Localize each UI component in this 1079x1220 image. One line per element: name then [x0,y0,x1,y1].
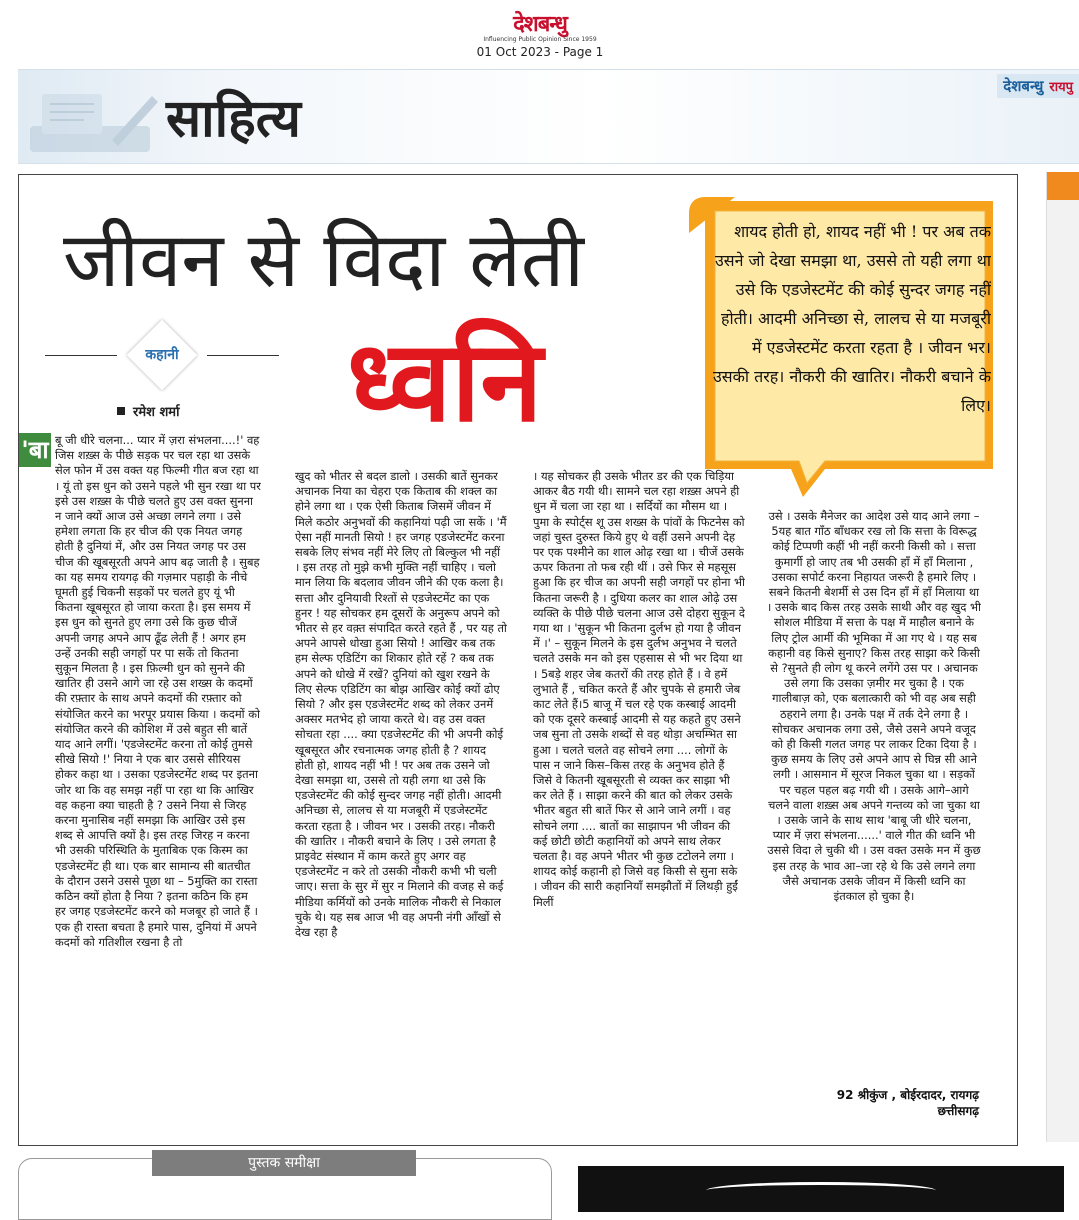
banner-brand-city: रायपु [1049,80,1073,95]
headline-line-2: ध्वनि [347,317,543,447]
headline-line-1: जीवन से विदा लेती [63,215,584,304]
adjacent-column-panel [1046,172,1079,1142]
bottom-dark-panel [578,1166,1064,1212]
page-date-label: 01 Oct 2023 - Page 1 [476,45,604,59]
pull-quote [675,193,1005,501]
divider-right [207,355,279,356]
book-review-label[interactable]: पुस्तक समीक्षा [152,1150,416,1176]
newspaper-logo[interactable]: देशबन्धु [513,11,567,37]
pull-quote-text: शायद होती हो, शायद नहीं भी ! पर अब तक उसने जो देखा समझा था, उससे तो यही लगा था उसे कि एडजेस्टमेंट की कोई सुन्दर जगह नहीं होती। आदमी अनिच्छा से, लालच से या मजबूरी में एडजेस्टमेंट करता रहता है । जीवन भर। उसकी तरह। नौकरी की खातिर। नौकरी बचाने के लिए। [713,222,991,415]
article-column-1 [55,433,261,1139]
author-byline [117,403,317,423]
logo-tagline: Influencing Public Opinion Since 1959 [483,36,597,43]
address-line-1: 92 श्रीकुंज , बोईरदादर, रायगढ़ [836,1088,979,1102]
banner-illustration-icon [22,76,172,158]
article-column-3 [533,469,745,1139]
column-3-text: । यह सोचकर ही उसके भीतर डर की एक चिड़िया आकर बैठ गयी थी। सामने चल रहा शख़्स अपने ही धुन में चला जा रहा था । सर्दियों का मौसम था । पुमा के स्पोर्ट्स शू उस शख्स के पांवों के फिटनेस को जहां चुस्त दुरुस्त किये हुए थे वहीं उसने अपनी देह पर एक पश्मीने का शाल ओढ़ रखा था । चीजें उसके ऊपर कितना तो फब रही थीं । उसे फिर से महसूस हुआ कि हर चीज का अपनी सही जगहों पर होना भी कितना जरूरी है । दुधिया कलर का शाल ओढ़े उस व्यक्ति के पीछे पीछे चलना आज उसे दोहरा सुकून दे गया था । 'सुकून भी कितना दुर्लभ हो गया है जीवन में ।' – सुकून मिलने के इस दुर्लभ अनुभव ने चलते चलते उसके मन को इस एहसास से भी भर दिया था । 5बड़े शहर जेब कतरों की तरह होते हैं । वे हमें लुभाते हैं , चकित करते हैं और चुपके से हमारी जेब काट लेते हैं।5 बाजू में चल रहे एक कस्बाई आदमी को एक दूसरे कस्बाई आदमी से यह कहते हुए उसने जब सुना तो उसके शब्दों से वह थोड़ा अचम्भित सा हुआ । चलते चलते वह सोचने लगा .... लोगों के पास न जाने किस–किस तरह के अनुभव होते हैं जिसे वे कितनी खूबसूरती से व्यक्त कर साझा भी कर लेते हैं । साझा करने की बात को लेकर उसके भीतर बहुत सी बातें फिर से आने जाने लगीं । वह सोचने लगा .... बातों का साझापन भी जीवन की कई छोटी छोटी कहानियों को अपने साथ लेकर चलता है। वह अपने भीतर भी कुछ टटोलने लगा । शायद कोई कहानी हो जिसे वह किसी से सुना सके । जीवन की सारी कहानियाँ समझौतों में लिथड़ी हुईं मिलीं [533,469,745,909]
drop-cap: 'बा [19,433,51,467]
address-line-2: छत्तीसगढ़ [937,1104,979,1118]
category-text: कहानी [145,347,179,363]
column-4-text: उसे । उसके मैनेजर का आदेश उसे याद आने लगा –5यह बात गाँठ बाँधकर रख लो कि सत्ता के विरूद्ध कोई टिप्पणी कहीं भी नहीं करनी किसी को । सत्ता कुमार्गी हो जाए तब भी उसकी हाँ में हाँ मिलाना , उसका सपोर्ट करना निहायत जरूरी है हमारे लिए । सबने कितनी बेशर्मी से उस दिन हाँ में हाँ मिलाया था । उसके बाद किस तरह उसके साथी और वह खुद भी सोशल मीडिया में सत्ता के पक्ष में माहौल बनाने के लिए ट्रोल आर्मी की भूमिका में आ गए थे । यह सब कहानी वह किसे सुनाए? किस तरह साझा करे किसी से ?सुनते ही लोग थू करने लगेंगे उस पर । अचानक उसे लगा कि उसका ज़मीर मर चुका है । एक गालीबाज़ को, एक बलात्कारी को भी वह अब सही ठहराने लगा है। उनके पक्ष में तर्क देने लगा है । सोचकर अचानक लगा उसे, जैसे उसने अपने वजूद को ही किसी गलत जगह पर लाकर टिका दिया है । कुछ समय के लिए उसे अपने आप से घिन्न सी आने लगी । आसमान में सूरज निकल चुका था । सड़कों पर चहल पहल बढ़ गयी थी । उसके आगे–आगे चलने वाला शख़्स अब अपने गन्तव्य को जा चुका था । उसके जाने के साथ साथ 'बाबू जी धीरे चलना, प्यार में ज़रा संभलना......' वाले गीत की ध्वनि भी उससे विदा ले चुकी थी । उस वक्त उसके मन में कुछ इस तरह के भाव आ–जा रहे थे कि उसे लगने लगा जैसे अचानक उसके जीवन में किसी ध्वनि का इंतकाल हो चुका है। [767,509,981,904]
banner-brand-tag [997,74,1079,98]
square-bullet-icon [117,407,125,415]
masthead [0,0,1079,68]
column-2-text: खुद को भीतर से बदल डालो । उसकी बातें सुनकर अचानक निया का चेहरा एक किताब की शक्ल का होने लगा था । एक ऐसी किताब जिसमें जीवन में मिले कठोर अनुभवों की कहानियां पढ़ी जा सकें । 'मैं ऐसा नहीं मानती सियो ! हर जगह एडजेस्टमेंट करना सबके लिए संभव नहीं मेरे लिए तो बिल्कुल भी नहीं । इस तरह तो मुझे कभी मुक्ति नहीं चाहिए । चलो मान लिया कि बदलाव जीवन जीने की एक कला है।सत्ता और दुनियावी रिश्तों से एडजेस्टमेंट का एक हुनर ! यह सोचकर हम दूसरों के अनुरूप अपने को भीतर से हर वक़्त संपादित करते रहते हैं , पर यह तो अपने आपसे धोखा हुआ सियो ! आखिर कब तक हम सेल्फ एडिटिंग का शिकार होते रहें ? कब तक अपने को धोखे में रखें? दुनियां को खुश रखने के लिए सेल्फ एडिटिंग का बोझ आखिर कोई क्यों ढोए सियो ? और इस एडजेस्टमेंट शब्द को लेकर उनमें अक्सर मतभेद हो जाया करते थे। वह उस वक्त सोचता रहा .... क्या एडजेस्टमेंट की भी अपनी कोई खूबसूरत और रचनात्मक जगह होती है ? शायद होती हो, शायद नहीं भी ! पर अब तक उसने जो देखा समझा था, उससे तो यही लगा था उसे कि एडजेस्टमेंट की कोई सुन्दर जगह नहीं होती। आदमी अनिच्छा से, लालच से या मजबूरी में एडजेस्टमेंट करता रहता है । जीवन भर । उसकी तरह। नौकरी की खातिर । नौकरी बचाने के लिए । उसे लगता है प्राइवेट संस्थान में काम करते हुए अगर वह एडजेस्टमेंट न करे तो उसकी नौकरी कभी भी चली जाए। सत्ता के सुर में सुर न मिलाने की वजह से कई मीडिया कर्मियों को उनके मालिक नौकरी से निकाल चुके थे। यह सब आज भी वह अपनी नंगी आँखों से देख रहा है [295,469,507,940]
author-name: रमेश शर्मा [133,405,180,420]
section-banner [18,69,1079,164]
banner-brand-logo: देशबन्धु [1003,77,1044,95]
bottom-dark-ornament [706,1182,936,1199]
article-column-4 [767,509,981,1139]
story-article [18,174,1018,1146]
column-1-text: बू जी धीरे चलना... प्यार में ज़रा संभलना....!' वह जिस शख़्स के पीछे सड़क पर चल रहा था उसके सेल फोन में उस वक्त यह फिल्मी गीत बज रहा था । यूं तो इस धुन को उसने पहले भी सुन रखा था पर इसे उस शख़्स के पीछे चलते हुए उस वक्त सुनना न जाने क्यों आज उसे अच्छा लगने लगा । उसे हमेशा लगता कि हर चीज की एक नियत जगह होती है दुनियां में, और उस नियत जगह पर उस चीज की खूबसूरती अपने आप बढ़ जाती है । सुबह का यह समय रायगढ़ की गज़मार पहाड़ी के नीचे घूमती हुई चिकनी सड़कों पर चलते हुए यूं भी कितना खूबसूरत हो जाया करता है। इस समय में इस धुन को सुनते हुए लगा उसे कि कुछ चीजें अपनी जगह अपने आप ढूँढ लेती हैं ! अगर हम उन्हें उनकी सही जगहों पर पा सकें तो कितना सुकून मिलता है । इस फ़िल्मी धुन को सुनने की खातिर ही उसने आगे जा रहे उस शख्स के कदमों की रफ़्तार के साथ अपने कदमों की रफ़्तार को संयोजित करने का भरपूर प्रयास किया । कदमों को संयोजित करने की कोशिश में उसे बहुत सी बातें याद आने लगीं। 'एडजेस्टमेंट करना तो कोई तुमसे सीखे सियो !' निया ने एक बार उससे सीरियस होकर कहा था । उसका एडजेस्टमेंट शब्द पर इतना जोर था कि वह समझ नहीं पा रहा था कि आखिर वह कहना क्या चाहती है ? उसने निया से जिरह करना मुनासिब नहीं समझा कि आखिर उसे इस शब्द से आपत्ति क्यों है। इस तरह जिरह न करना भी उसकी परिस्थिति के मुताबिक एक किस्म का एडजेस्टमेंट ही था। एक बार सामान्य सी बातचीत के दौरान उसने उससे पूछा था – 5मुक्ति का रास्ता कठिन क्यों होता है निया ? इतना कठिन कि हम हर जगह एडजेस्टमेंट करने को मजबूर हो जाते हैं । एक ही रास्ता बचता है हमारे पास, दुनियां में अपने कदमों को गतिशील रखना है तो [55,433,261,949]
adjacent-column-accent [1047,172,1079,200]
section-title: साहित्य [166,89,301,149]
category-label [45,325,275,385]
article-column-2 [295,469,507,1139]
author-address [767,1087,979,1121]
